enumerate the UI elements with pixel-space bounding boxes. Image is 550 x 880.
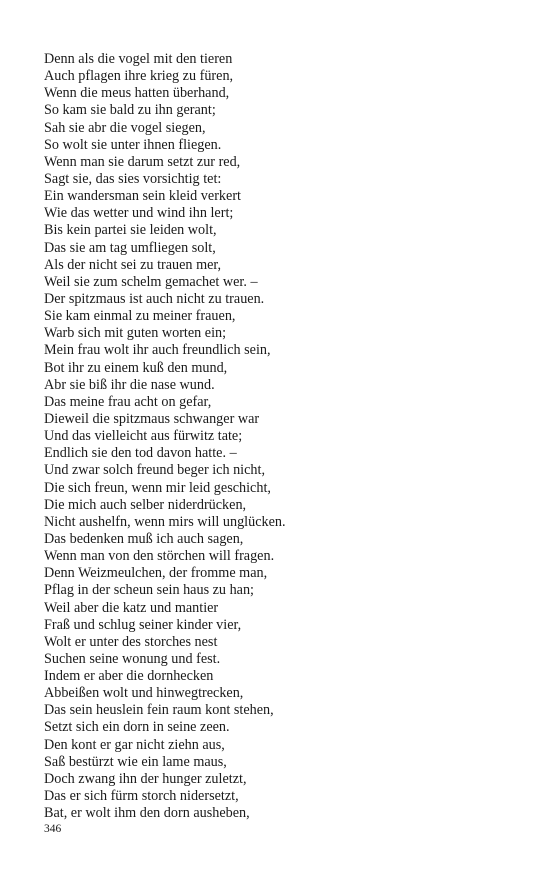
poem-line: Sagt sie, das sies vorsichtig tet: <box>44 170 222 187</box>
poem-line: Die mich auch selber niderdrücken, <box>44 496 247 513</box>
poem-line: Den kont er gar nicht ziehn aus, <box>44 736 225 753</box>
poem-line: Saß bestürzt wie ein lame maus, <box>44 753 227 770</box>
poem-line: Bis kein partei sie leiden wolt, <box>44 222 217 239</box>
poem-line: Fraß und schlug seiner kinder vier, <box>44 616 242 633</box>
poem-line: Das bedenken muß ich auch sagen, <box>44 530 244 547</box>
page-number: 346 <box>44 823 62 835</box>
poem-line: Nicht aushelfn, wenn mirs will unglücken. <box>44 513 286 530</box>
poem-line: Das er sich fürm storch nidersetzt, <box>44 788 239 805</box>
poem-line: Weil aber die katz und mantier <box>44 599 219 616</box>
poem-line: Doch zwang ihn der hunger zuletzt, <box>44 770 247 787</box>
poem-line: Die sich freun, wenn mir leid geschicht, <box>44 479 271 496</box>
poem-line: Denn als die vogel mit den tieren <box>44 51 233 67</box>
poem-line: Wenn man sie darum setzt zur red, <box>44 153 241 170</box>
poem-line: Suchen seine wonung und fest. <box>44 650 221 667</box>
poem-line: Endlich sie den tod davon hatte. – <box>44 445 237 462</box>
poem-line: Abr sie biß ihr die nase wund. <box>44 376 215 393</box>
poem-line: Der spitzmaus ist auch nicht zu trauen. <box>44 290 265 307</box>
poem-line: Bot ihr zu einem kuß den mund, <box>44 359 228 376</box>
poem-line: Das meine frau acht on gefar, <box>44 393 212 410</box>
poem-line: Denn Weizmeulchen, der fromme man, <box>44 565 268 582</box>
poem-line: Sie kam einmal zu meiner frauen, <box>44 308 236 325</box>
poem-line: Das sie am tag umfliegen solt, <box>44 239 216 256</box>
poem-line: Wie das wetter und wind ihn lert; <box>44 205 234 222</box>
poem-line: Ein wandersman sein kleid verkert <box>44 188 241 205</box>
poem-line: Abbeißen wolt und hinwegtrecken, <box>44 685 244 702</box>
poem-line: Das sein heuslein fein raum kont stehen, <box>44 702 274 719</box>
poem-line: Setzt sich ein dorn in seine zeen. <box>44 719 230 736</box>
poem-line: Sah sie abr die vogel siegen, <box>44 119 206 136</box>
poem-line: So kam sie bald zu ihn gerant; <box>44 102 216 119</box>
poem-line: Wenn die meus hatten überhand, <box>44 85 230 102</box>
poem-line: Warb sich mit guten worten ein; <box>44 325 227 342</box>
poem-line: Als der nicht sei zu trauen mer, <box>44 256 222 273</box>
poem-line: Wenn man von den störchen will fragen. <box>44 548 275 565</box>
poem-line: Pflag in der scheun sein haus zu han; <box>44 582 254 599</box>
poem-line: Indem er aber die dornhecken <box>44 668 214 685</box>
poem-line: So wolt sie unter ihnen fliegen. <box>44 136 222 153</box>
poem-line: Und das vielleicht aus fürwitz tate; <box>44 428 243 445</box>
poem-text <box>44 51 524 822</box>
poem-line: Weil sie zum schelm gemachet wer. – <box>44 273 258 290</box>
poem-line: Bat, er wolt ihm den dorn ausheben, <box>44 805 250 822</box>
poem-line: Mein frau wolt ihr auch freundlich sein, <box>44 342 271 359</box>
poem-line: Wolt er unter des storches nest <box>44 633 218 650</box>
poem-line: Auch pflagen ihre krieg zu füren, <box>44 68 234 85</box>
poem-line: Dieweil die spitzmaus schwanger war <box>44 410 260 427</box>
poem-line: Und zwar solch freund beger ich nicht, <box>44 462 266 479</box>
